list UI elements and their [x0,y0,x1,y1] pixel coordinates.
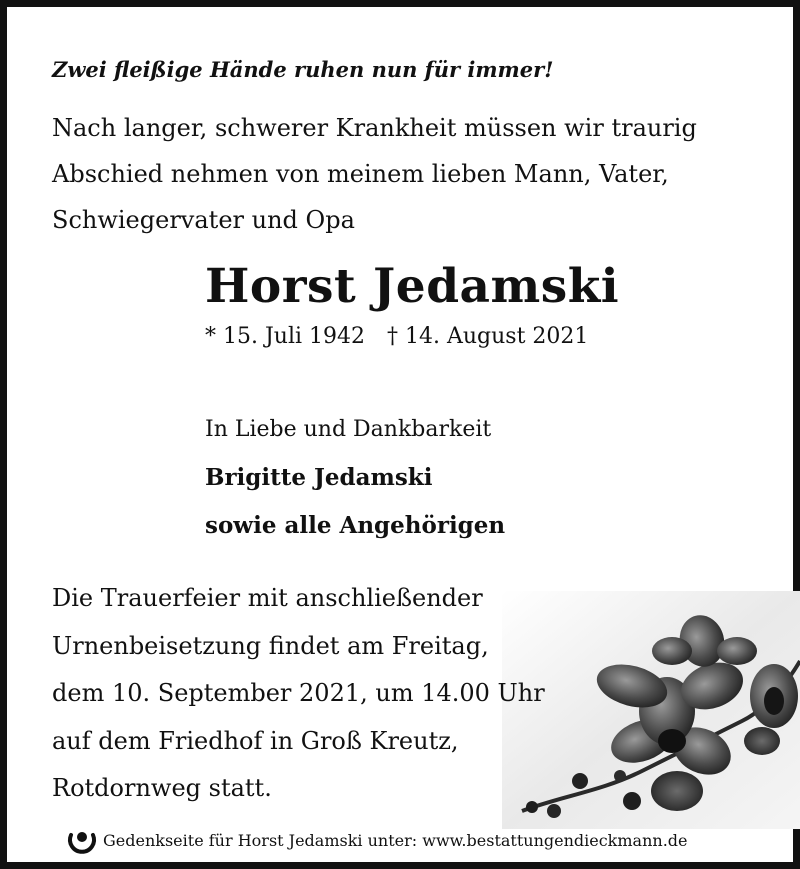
intro-line: Nach langer, schwerer Krankheit müssen wir traurig [52,114,697,142]
intro-line: Abschied nehmen von meinem lieben Mann, Vater, [52,160,669,188]
mourner-name: Brigitte Jedamski [205,464,433,491]
life-dates [205,324,588,349]
memorial-page-link[interactable]: Gedenkseite für Horst Jedamski unter: www.bestattungendieckmann.de [103,830,688,850]
signoff-phrase: In Liebe und Dankbarkeit [205,417,492,442]
motto-heading: Zwei fleißige Hände ruhen nun für immer! [52,57,554,82]
intro-text [52,105,697,243]
ceremony-line: Urnenbeisetzung findet am Freitag, [52,631,489,660]
ceremony-line: Die Trauerfeier mit anschließender [52,584,483,612]
death-date: † 14. August 2021 [387,324,589,349]
orchid-flower-photo [502,591,800,829]
ceremony-line: Rotdornweg statt. [52,774,272,802]
ceremony-details [52,575,545,813]
birth-date: * 15. Juli 1942 [205,324,366,349]
ceremony-line: auf dem Friedhof in Groß Kreutz, [52,726,459,755]
deceased-name: Horst Jedamski [205,259,620,314]
memorial-logo-icon [65,825,99,855]
signoff [205,406,505,550]
intro-line: Schwiegervater und Opa [52,206,355,234]
relatives-line: sowie alle Angehörigen [205,512,506,539]
ceremony-line: dem 10. September 2021, um 14.00 Uhr [52,679,545,707]
memorial-page-footer [65,825,688,855]
